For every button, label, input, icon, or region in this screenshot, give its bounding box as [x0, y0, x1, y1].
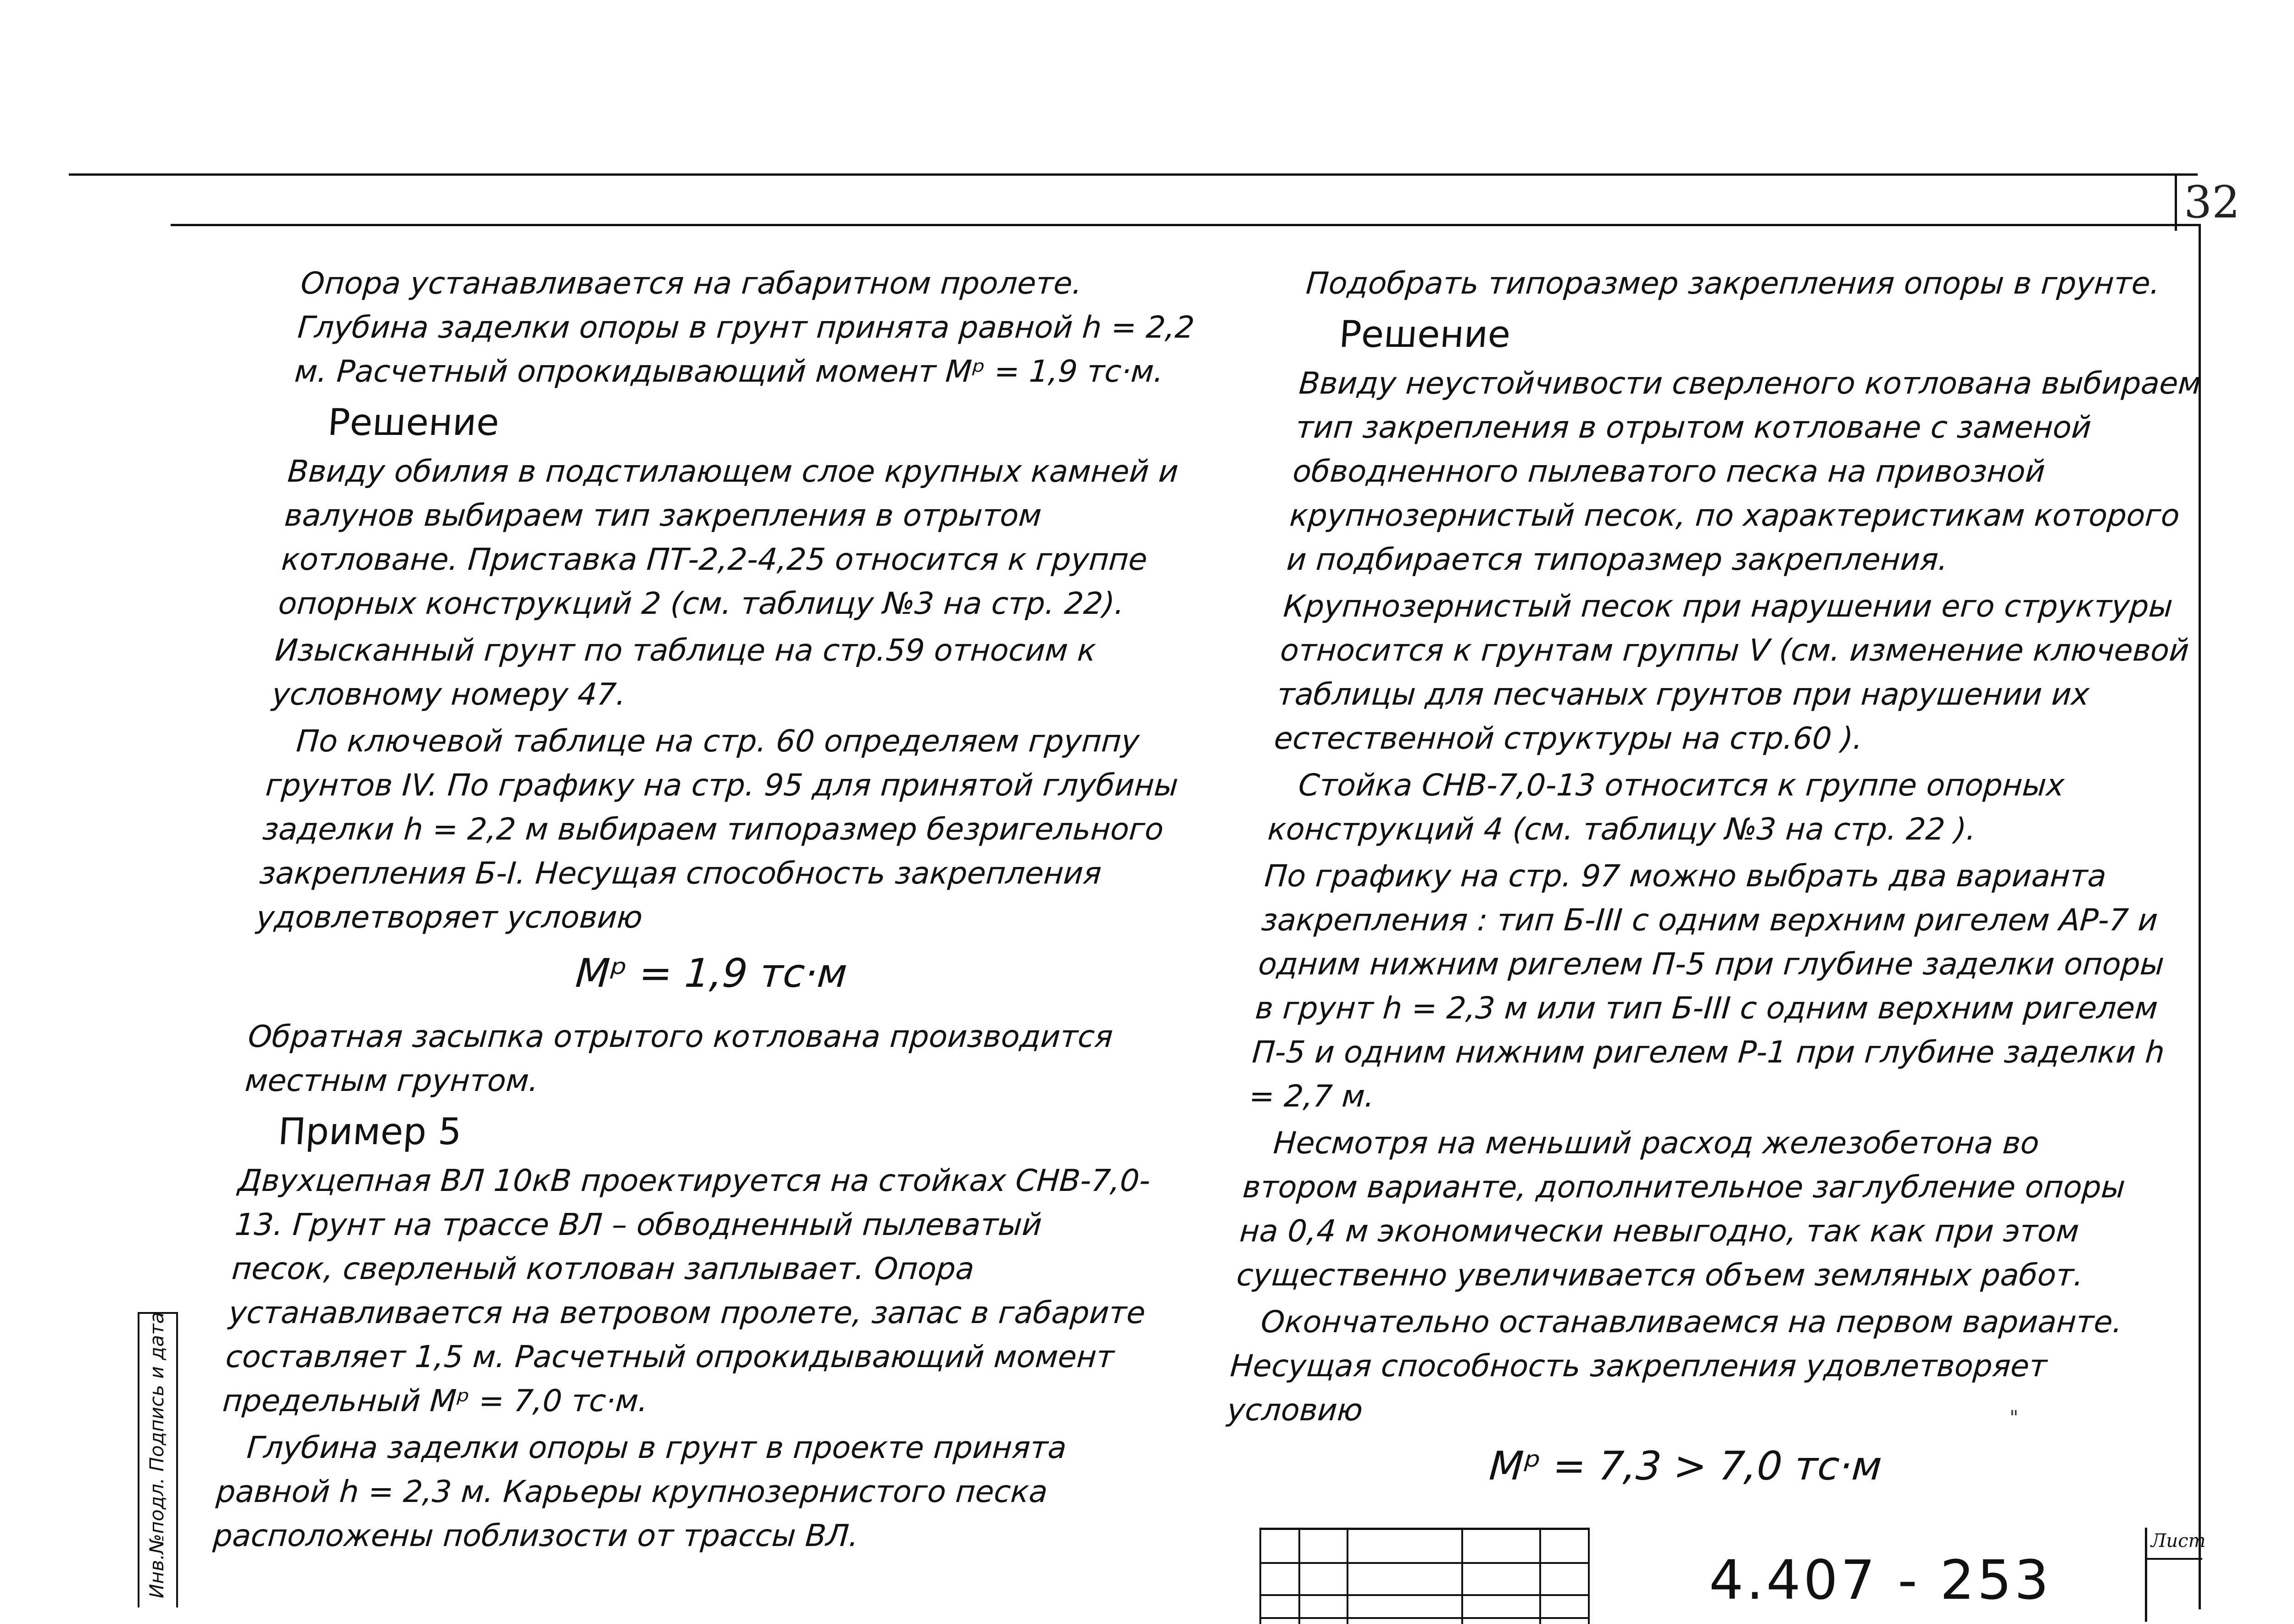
grid-line: [1461, 1530, 1463, 1624]
paragraph: Ввиду обилия в подстилающем слое крупных камней и валунов выбираем тип закрепления в отрытом котловане. Приставка ПТ-2,2-4,25 относится к группе опорных конструкций 2 (см. таблицу №3 на стр. 22).: [277, 454, 1180, 621]
side-stamp: [138, 1312, 178, 1607]
paragraph: По графику на стр. 97 можно выбрать два варианта закрепления : тип Б-III с одним верхним ригелем АР-7 и одним нижним ригелем П-5 при глубине заделки опоры в грунт h = 2,3 м или тип Б-III с одним верхним ригелем П-5 и одним нижним ригелем Р-1 при глубине заделки h = 2,7 м.: [1248, 858, 2166, 1114]
paragraph: По ключевой таблице на стр. 60 определяем группу грунтов IV. По графику на стр. 95 для принятой глубины заделки h = 2,2 м выбираем типоразмер безригельного закрепления Б-I. Несущая способность закрепления удовлетворяет условию: [255, 723, 1180, 935]
title-block: [1259, 1528, 2206, 1622]
sheet-box: [2145, 1528, 2206, 1622]
top-right-tick: [2175, 173, 2177, 231]
grid-line: [1259, 1530, 1261, 1624]
right-column: [1220, 261, 2221, 1507]
grid-line: [1539, 1530, 1541, 1624]
paragraph: Окончательно останавливаемся на первом варианте. Несущая способность закрепления удовлетворяет условию: [1226, 1304, 2124, 1428]
side-stamp-text: Инв.№подл. Подпись и дата: [145, 1312, 168, 1598]
grid-line: [1298, 1530, 1300, 1624]
paragraph: Опора устанавливается на габаритном пролете. Глубина заделки опоры в грунт принята равной h = 2,2 м. Расчетный опрокидывающий момент Mᵖ = 1,9 тс·м.: [293, 266, 1196, 389]
left-column: [212, 261, 1220, 1561]
document-code: 4.407 - 253: [1709, 1548, 2052, 1612]
paragraph: Стойка СНВ-7,0-13 относится к группе опорных конструкций 4 (см. таблицу №3 на стр. 22 ).: [1266, 768, 2066, 847]
paragraph: Глубина заделки опоры в грунт в проекте принята равной h = 2,3 м. Карьеры крупнозернистого песка расположены поблизости от трассы ВЛ.: [212, 1430, 1068, 1553]
section-heading: Решение: [1337, 313, 1512, 356]
formula: Mᵖ = 7,3 > 7,0 тс·м: [1487, 1443, 1883, 1489]
example-heading: Пример 5: [277, 1110, 463, 1153]
top-rule: [69, 173, 2198, 176]
paragraph: Несмотря на меньший расход железобетона во втором варианте, дополнительное заглубление опоры на 0,4 м экономически невыгодно, так как при этом существенно увеличивается объем земляных работ.: [1235, 1125, 2127, 1293]
paragraph: Двухцепная ВЛ 10кВ проектируется на стойках СНВ-7,0-13. Грунт на трассе ВЛ – обводненный пылеватый песок, сверленый котлован заплывает. Опора устанавливается на ветровом пролете, запас в габарите составляет 1,5 м. Расчетный опрокидывающий момент предельный Mᵖ = 7,0 тс·м.: [221, 1163, 1152, 1418]
formula: Mᵖ = 1,9 тс·м: [574, 951, 849, 996]
paragraph: Крупнозернистый песок при нарушении его структуры относится к грунтам группы V (см. изменение ключевой таблицы для песчаных грунтов при нарушении их естественной структуры на стр.60 ).: [1273, 589, 2190, 756]
grid-line: [1347, 1530, 1348, 1624]
stray-mark: ": [2010, 1406, 2019, 1429]
paragraph: Обратная засыпка отрытого котлована производится местным грунтом.: [244, 1019, 1114, 1098]
page-number: 32: [2184, 177, 2240, 228]
paragraph: Изысканный грунт по таблице на стр.59 относим к условному номеру 47.: [271, 633, 1097, 712]
paragraph: Ввиду неустойчивости сверленого котлована выбираем тип закрепления в отрытом котловане с заменой обводненного пылеватого песка на привозной крупнозернистый песок, по характеристикам которого и подбирается типоразмер закрепления.: [1285, 366, 2202, 577]
title-block-grid: [1259, 1528, 1590, 1624]
sheet-label: Лист: [2147, 1528, 2202, 1560]
grid-line: [1588, 1530, 1590, 1624]
paragraph: Подобрать типоразмер закрепления опоры в грунте.: [1304, 266, 2161, 301]
section-heading: Решение: [326, 401, 501, 444]
